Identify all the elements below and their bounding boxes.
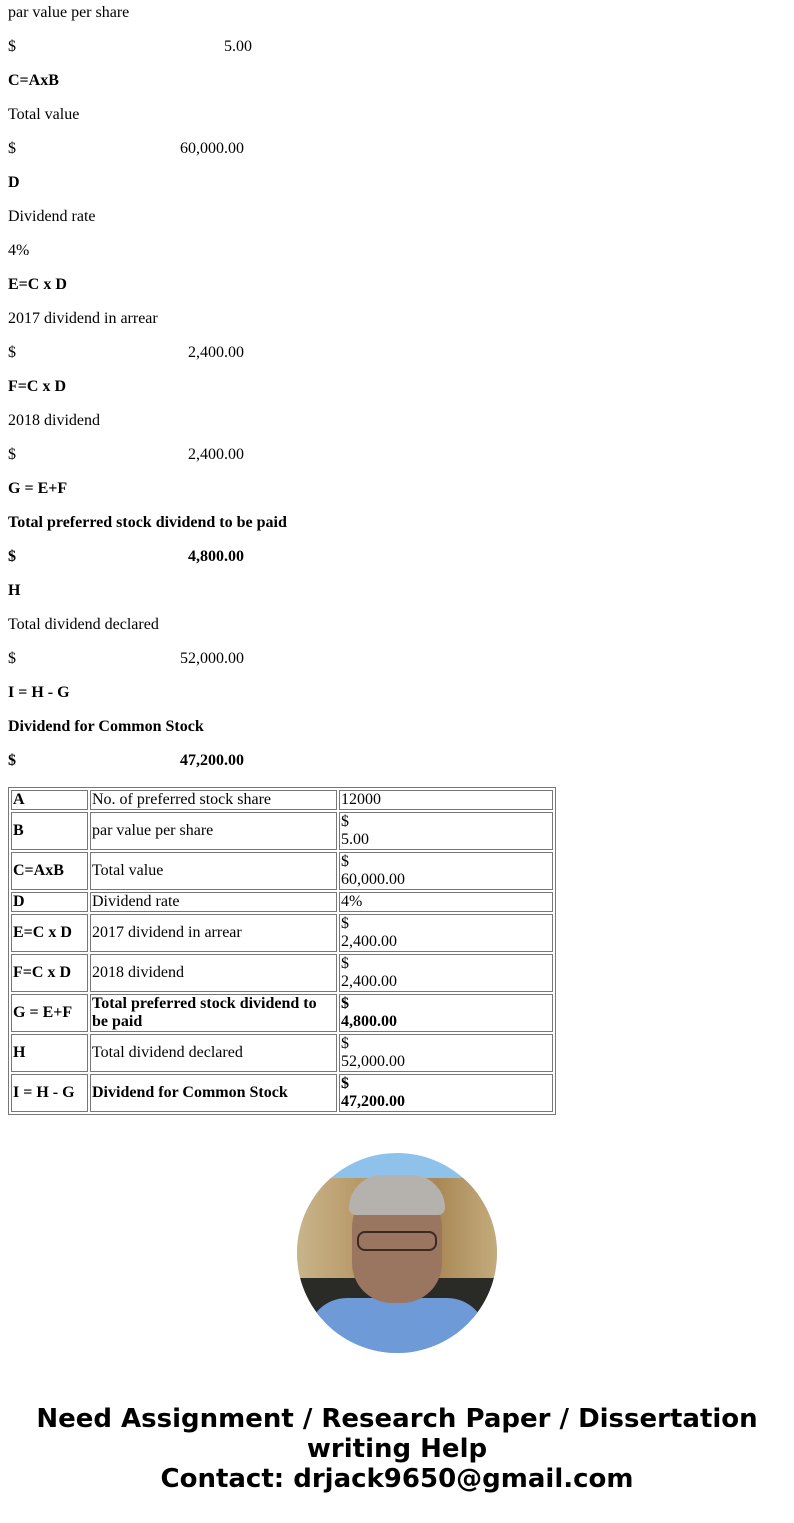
row-label: Total value xyxy=(90,852,337,890)
row-value xyxy=(339,994,553,1032)
amount: 12000 xyxy=(341,791,381,808)
currency: $ xyxy=(8,548,16,565)
line-label: 2017 dividend in arrear xyxy=(8,310,158,327)
avatar-hair xyxy=(349,1175,445,1215)
amount: 2,400.00 xyxy=(188,344,244,361)
amount: 5.00 xyxy=(224,38,252,55)
line-formula: F=C x D xyxy=(8,378,66,395)
currency: $ xyxy=(341,995,349,1012)
line-formula: E=C x D xyxy=(8,276,67,293)
table-row xyxy=(11,790,553,810)
row-code: H xyxy=(11,1034,88,1072)
table-row xyxy=(11,994,553,1032)
calculation-lines xyxy=(8,4,788,786)
currency: $ xyxy=(8,752,16,769)
amount: 2,400.00 xyxy=(188,446,244,463)
amount: 5.00 xyxy=(341,831,369,848)
line-formula: D xyxy=(8,174,20,191)
table-row xyxy=(11,954,553,992)
line-label: Total dividend declared xyxy=(8,616,159,633)
currency: $ xyxy=(8,140,16,157)
footer-line-1: Need Assignment / Research Paper / Dissertation xyxy=(36,1404,758,1434)
currency: $ xyxy=(341,1075,349,1092)
line-money xyxy=(8,344,788,378)
line-money xyxy=(8,752,788,786)
row-value xyxy=(339,852,553,890)
row-code: E=C x D xyxy=(11,914,88,952)
currency: $ xyxy=(8,344,16,361)
line-label: Total value xyxy=(8,106,80,123)
contact-footer xyxy=(0,1404,794,1494)
row-code: A xyxy=(11,790,88,810)
amount: 4,800.00 xyxy=(341,1013,397,1030)
table-row xyxy=(11,914,553,952)
row-label: par value per share xyxy=(90,812,337,850)
row-label: 2018 dividend xyxy=(90,954,337,992)
row-code: D xyxy=(11,892,88,912)
row-value xyxy=(339,1034,553,1072)
line-label: par value per share xyxy=(8,4,130,21)
row-label: Total dividend declared xyxy=(90,1034,337,1072)
amount: 60,000.00 xyxy=(180,140,244,157)
currency: $ xyxy=(341,853,349,870)
line-money xyxy=(8,548,788,582)
line-label: Dividend rate xyxy=(8,208,96,225)
row-code: C=AxB xyxy=(11,852,88,890)
row-value xyxy=(339,812,553,850)
row-code: I = H - G xyxy=(11,1074,88,1112)
currency: $ xyxy=(8,446,16,463)
table-row xyxy=(11,1034,553,1072)
line-money xyxy=(8,446,788,480)
line-label: 2018 dividend xyxy=(8,412,100,429)
line-money xyxy=(8,140,788,174)
row-label: Total preferred stock dividend to be paid xyxy=(90,994,337,1032)
line-formula: G = E+F xyxy=(8,480,68,497)
table-row xyxy=(11,1074,553,1112)
row-label: No. of preferred stock share xyxy=(90,790,337,810)
amount: 52,000.00 xyxy=(180,650,244,667)
row-code: G = E+F xyxy=(11,994,88,1032)
amount: 47,200.00 xyxy=(180,752,244,769)
line-label: Dividend for Common Stock xyxy=(8,718,204,735)
currency: $ xyxy=(8,650,16,667)
footer-line-2: writing Help xyxy=(306,1434,488,1464)
row-value xyxy=(339,892,553,912)
row-label: Dividend rate xyxy=(90,892,337,912)
amount: 52,000.00 xyxy=(341,1053,405,1070)
avatar-shirt xyxy=(307,1298,487,1353)
line-money xyxy=(8,650,788,684)
currency: $ xyxy=(341,1035,349,1052)
amount: 2,400.00 xyxy=(341,973,397,990)
row-code: B xyxy=(11,812,88,850)
amount: 60,000.00 xyxy=(341,871,405,888)
currency: $ xyxy=(341,955,349,972)
row-value xyxy=(339,1074,553,1112)
author-avatar xyxy=(297,1153,497,1353)
amount: 4,800.00 xyxy=(188,548,244,565)
line-label: Total preferred stock dividend to be paid xyxy=(8,514,287,531)
row-code: F=C x D xyxy=(11,954,88,992)
row-value xyxy=(339,954,553,992)
amount: 47,200.00 xyxy=(341,1093,405,1110)
table-row xyxy=(11,852,553,890)
amount: 2,400.00 xyxy=(341,933,397,950)
line-formula: C=AxB xyxy=(8,72,59,89)
row-label: 2017 dividend in arrear xyxy=(90,914,337,952)
avatar-glasses xyxy=(357,1231,437,1251)
row-value xyxy=(339,790,553,810)
line-value: 4% xyxy=(8,242,30,259)
amount: 4% xyxy=(341,893,363,910)
line-money xyxy=(8,38,788,72)
table-row xyxy=(11,892,553,912)
dividend-table xyxy=(8,787,556,1115)
row-value xyxy=(339,914,553,952)
currency: $ xyxy=(341,813,349,830)
line-formula: H xyxy=(8,582,21,599)
table-row xyxy=(11,812,553,850)
currency: $ xyxy=(341,915,349,932)
line-formula: I = H - G xyxy=(8,684,70,701)
currency: $ xyxy=(8,38,16,55)
row-label: Dividend for Common Stock xyxy=(90,1074,337,1112)
footer-contact: Contact: drjack9650@gmail.com xyxy=(160,1464,634,1494)
